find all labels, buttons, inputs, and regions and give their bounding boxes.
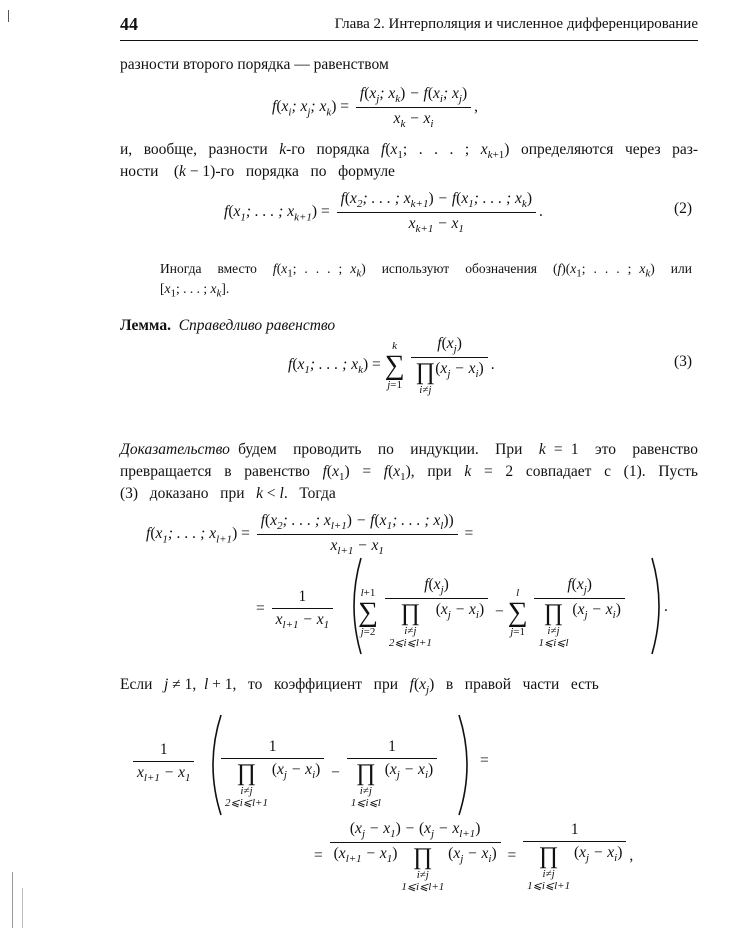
formula-coefficient-equals: =	[480, 752, 489, 769]
note-notation-line1: Иногда вместо $f(x_1$; . . . ; $x_k$) используют обозначения $(f)(x_1$; . . . ; $x_k$) или	[160, 261, 692, 280]
proof-label: Доказательство	[120, 441, 230, 458]
running-title: Глава 2. Интерполяция и численное дифференцирование	[334, 16, 698, 32]
formula-induction-period: .	[664, 598, 668, 615]
coefficient-right-paren	[455, 713, 477, 817]
paragraph-second-order: разности второго порядка — равенством	[120, 56, 389, 73]
equation-number-2: (2)	[674, 200, 693, 217]
proof-line3: (3) доказано при k < l. Тогда	[120, 485, 336, 502]
paragraph-kth-order-line1: и, вообще, разности k-го порядка $f(x_1$; . . . ; $x_{k+1}$) определяются через раз-	[120, 141, 699, 162]
formula-3: $f(x_1$; . . . ; $x_k$) = k ∑ j=1 $f(x_j)$ ∏ i≠j $(x_j - x_i)$ .	[288, 335, 495, 397]
formula-induction-step: $f(x_1$; . . . ; $x_{l+1}$) = $\frac{f(x_2; . . . ; x_{l+1}) - f(x_1; . . . ; x_l))}{x_{l+1} - x_1}$ =	[146, 512, 474, 558]
lemma-statement: Справедливо равенство	[178, 317, 336, 334]
proof-line2: превращается в равенство $f(x_1) = f(x_1)$, при k = 2 совпадает с (1). Пусть	[120, 463, 698, 484]
scan-mark-bottom-2	[22, 888, 23, 928]
header-rule	[120, 40, 698, 41]
proof-line1: Доказательство будем проводить по индукции. При k = 1 это равенство	[120, 441, 698, 458]
formula-coefficient-factor: $\frac{1}{x_{l+1} - x_1}$	[130, 741, 197, 784]
scan-mark-bottom	[12, 872, 13, 928]
paragraph-kth-order-line2: ности (k − 1)-го порядка по формуле	[120, 163, 395, 180]
lemma-heading	[120, 315, 698, 337]
formula-induction-factor: = $\frac{1}{x_{l+1} - x_1}$	[256, 588, 336, 631]
formula-induction-bracket: l+1 ∑ j=2 $f(x_j)$ ∏ i≠j 2⩽i⩽l+1 $(x_j - x_i)$ − l ∑ j=1 $f(x_j)$ ∏ i≠j 1⩽i⩽l $(x_j - x_i)$	[358, 576, 628, 649]
lemma-title: Лемма.	[120, 317, 171, 334]
formula-second-order: $f(x_i$; $x_j$; $x_k$) = $\frac{f(x_j; x_k) - f(x_i; x_j)}{x_k - x_i}$ ,	[272, 85, 479, 131]
equation-number-3: (3)	[674, 353, 693, 370]
formula-coefficient-bracket: 1 ∏ i≠j 2⩽i⩽l+1 $(x_j - x_i)$ − 1 ∏ i≠j 1⩽i⩽l $(x_j - x_i)$	[218, 738, 440, 809]
scan-mark-top	[8, 10, 9, 22]
formula-2: $f(x_1$; . . . ; $x_{k+1}$) = $\frac{f(x_2; . . . ; x_{k+1}) - f(x_1; . . . ; x_k)}{x_{k+1} - x_1}$ .	[224, 190, 543, 236]
coefficient-sentence: Если j ≠ 1, l + 1, то коэффициент при $f(x_j)$ в правой части есть	[120, 676, 599, 697]
note-notation-line2: [$x_1$; . . . ; $x_k$].	[160, 281, 230, 300]
running-head	[120, 12, 698, 38]
formula-coefficient-result: = $(x_j - x_1) - (x_j - x_{l+1})$ $(x_{l+1} - x_1)$ ∏ i≠j 1⩽i⩽l+1 $(x_j - x_i)$ = 1 ∏ i≠j 1⩽i⩽l+1 $(x_j - x_i)$ ,	[314, 820, 634, 894]
page-number: 44	[120, 14, 138, 34]
